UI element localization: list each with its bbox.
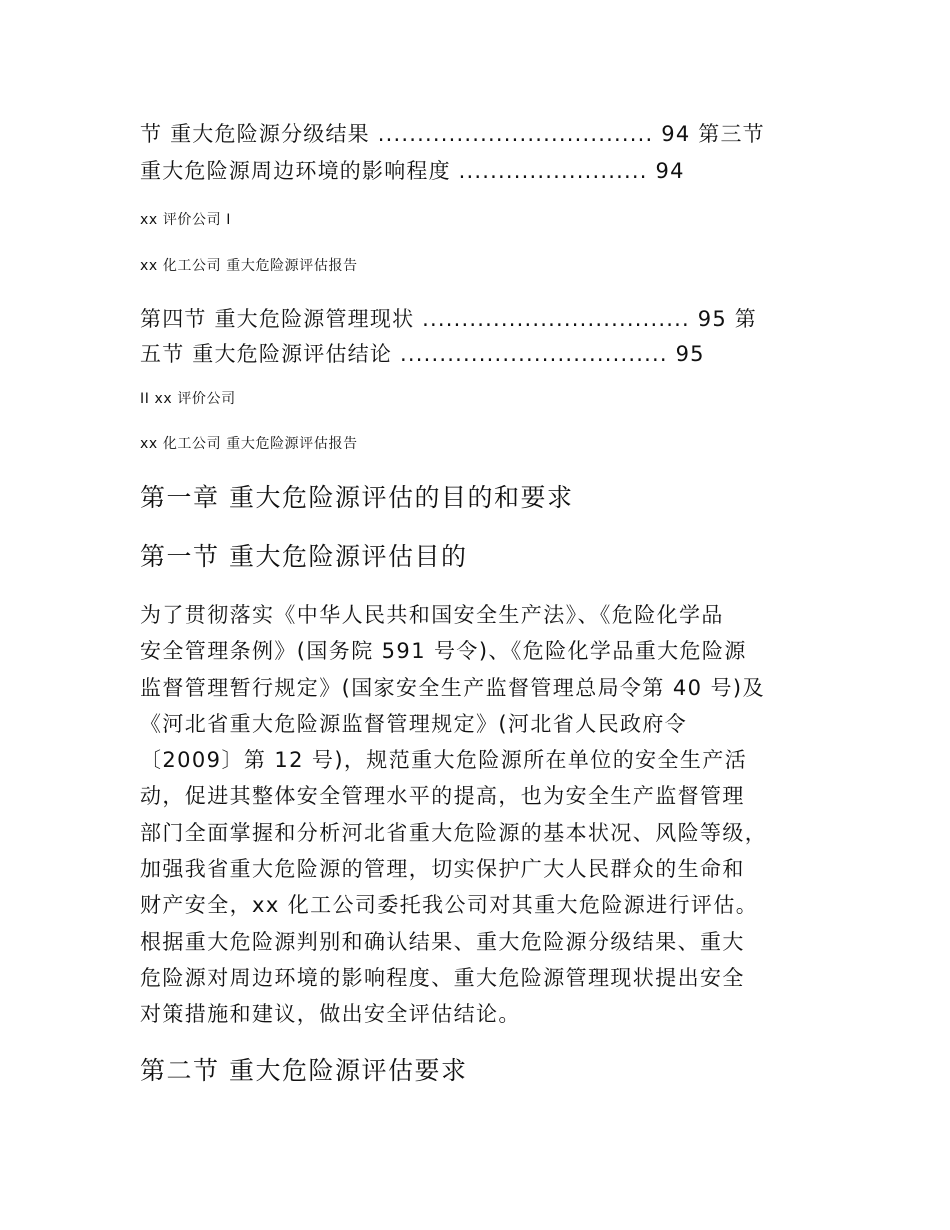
page-footer: II xx 评价公司 — [140, 391, 236, 407]
paragraph-line: 部门全面掌握和分析河北省重大危险源的基本状况、风险等级， — [140, 820, 768, 845]
paragraph-line: 监督管理暂行规定》(国家安全生产监督管理总局令第 40 号)及 — [140, 675, 765, 700]
paragraph-line: 对策措施和建议，做出安全评估结论。 — [140, 1002, 521, 1027]
paragraph-line: 根据重大危险源判别和确认结果、重大危险源分级结果、重大 — [140, 929, 745, 954]
toc-entry-assessment-conclusion[interactable]: 五节 重大危险源评估结论 .................................. 95 — [140, 342, 705, 366]
section-paragraph — [140, 597, 820, 1033]
chapter-title: 第一章 重大危险源评估的目的和要求 — [140, 483, 574, 512]
toc-entry-grading-result[interactable]: 节 重大危险源分级结果 ................................... 94 第三节 — [140, 122, 765, 146]
page-header: xx 化工公司 重大危险源评估报告 — [140, 258, 358, 274]
paragraph-line: 财产安全，xx 化工公司委托我公司对其重大危险源进行评估。 — [140, 893, 759, 918]
paragraph-line: 加强我省重大危险源的管理，切实保护广大人民群众的生命和 — [140, 857, 745, 882]
page-header: xx 化工公司 重大危险源评估报告 — [140, 436, 358, 452]
page-footer: xx 评价公司 I — [140, 212, 231, 228]
paragraph-line: 《河北省重大危险源监督管理规定》(河北省人民政府令 — [140, 711, 688, 736]
paragraph-line: 〔2009〕第 12 号)，规范重大危险源所在单位的安全生产活 — [140, 748, 748, 773]
paragraph-line: 动，促进其整体安全管理水平的提高，也为安全生产监督管理 — [140, 784, 745, 809]
paragraph-line: 安全管理条例》(国务院 591 号令)、《危险化学品重大危险源 — [140, 639, 747, 664]
section-title: 第一节 重大危险源评估目的 — [140, 542, 468, 571]
section-title: 第二节 重大危险源评估要求 — [140, 1056, 468, 1085]
paragraph-line: 为了贯彻落实《中华人民共和国安全生产法》、《危险化学品 — [140, 603, 724, 627]
paragraph-line: 危险源对周边环境的影响程度、重大危险源管理现状提出安全 — [140, 965, 745, 990]
toc-entry-environment-impact[interactable]: 重大危险源周边环境的影响程度 ........................ 94 — [140, 159, 685, 183]
toc-entry-management-status[interactable]: 第四节 重大危险源管理现状 .................................. 95 第 — [140, 307, 757, 331]
